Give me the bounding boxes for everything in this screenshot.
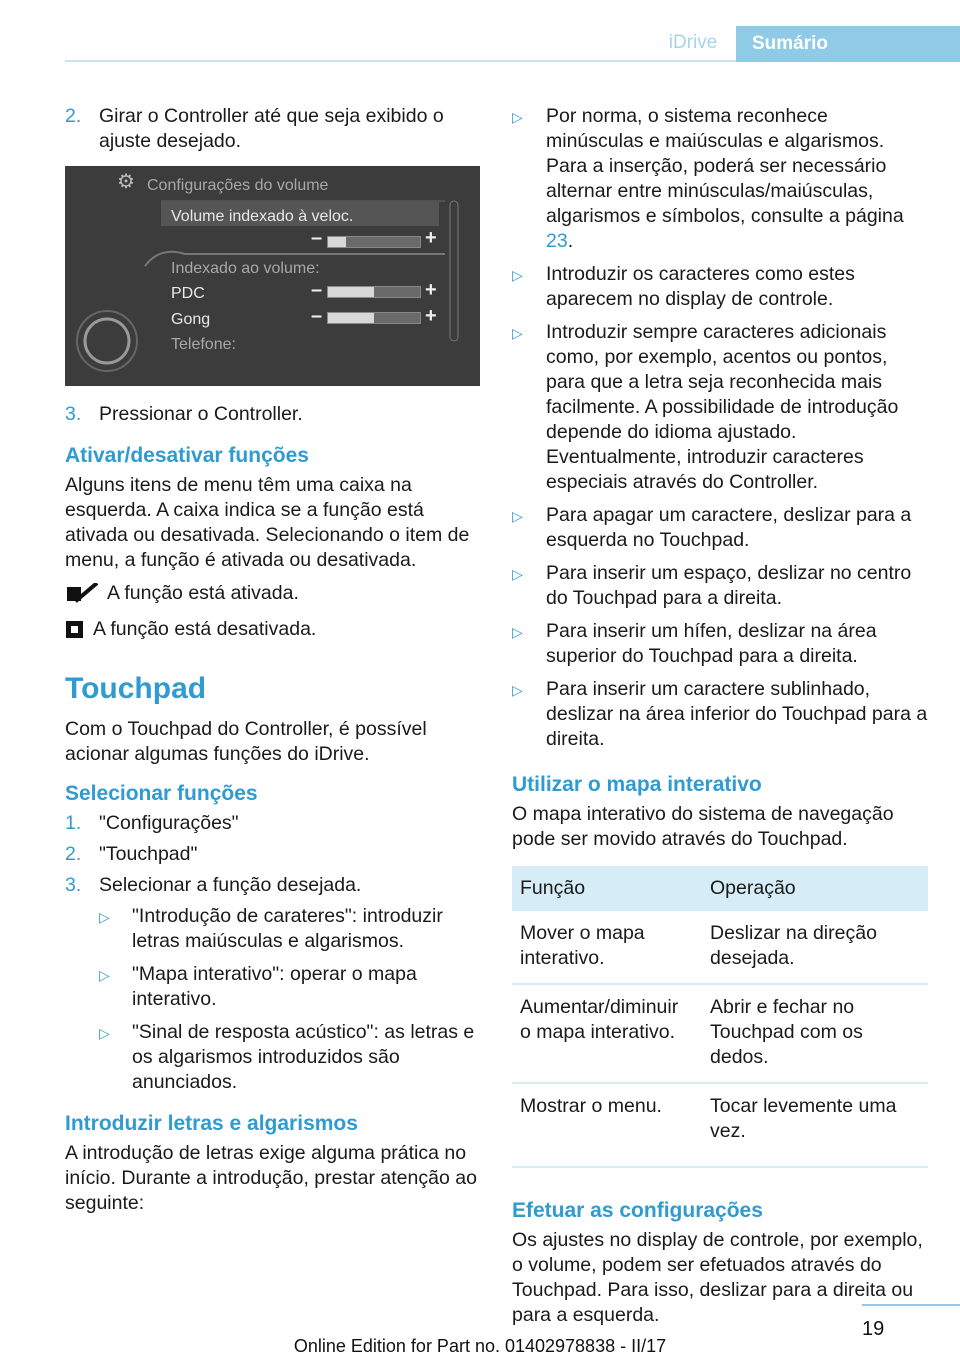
table-row <box>512 911 928 984</box>
header-section-link[interactable]: iDrive <box>668 32 718 53</box>
triangle-bullet-icon: ▷ <box>99 1025 110 1041</box>
input-tip-bullet <box>512 677 930 752</box>
paragraph-activate: Alguns itens de menu têm uma caixa na esquerda. A caixa indica se a função está ativada ou desativada. Selecionando o item de menu, a função é ativada ou desativada. <box>65 474 470 571</box>
paragraph-interactive-map: O mapa interativo do sistema de navegação pode ser movido através do Touchpad. <box>512 803 894 850</box>
step-text: Pressionar o Controller. <box>99 403 303 425</box>
paragraph-settings: Os ajustes no display de controle, por exemplo, o volume, podem ser efetuados através do Touchpad. Para isso, deslizar para a direita ou para a esquerda. <box>512 1229 923 1326</box>
heading-enter-letters: Introduzir letras e algarismos <box>65 1112 358 1135</box>
step-text: "Touchpad" <box>99 843 198 865</box>
triangle-bullet-icon: ▷ <box>512 325 523 341</box>
minus-icon: – <box>311 279 323 301</box>
table-header: Operação <box>702 866 928 911</box>
select-step <box>65 842 480 867</box>
triangle-bullet-icon: ▷ <box>512 682 523 698</box>
bullet-text: Introduzir os caracteres como estes aparecem no display de controle. <box>546 263 855 310</box>
paragraph-touchpad: Com o Touchpad do Controller, é possível acionar algumas funções do iDrive. <box>65 718 427 765</box>
triangle-bullet-icon: ▷ <box>512 267 523 283</box>
sub-bullet <box>99 904 480 954</box>
volume-speed-bar <box>327 236 421 248</box>
icon-legend-off <box>65 617 480 643</box>
screen-title: Configurações do volume <box>147 177 329 194</box>
sub-bullet-text: "Sinal de resposta acústico": as letras e os algarismos introduzidos são anunciados. <box>132 1021 475 1093</box>
bullet-text: Para inserir um espaço, deslizar no centro do Touchpad para a direita. <box>546 562 912 609</box>
screen-row-phone: Telefone: <box>171 336 236 353</box>
footer-rule <box>862 1304 960 1306</box>
screen-row-volume-speed: Volume indexado à veloc. <box>171 208 354 225</box>
table-cell: Mover o mapa interativo. <box>512 911 702 984</box>
step-text: Selecionar a função desejada. <box>99 874 362 896</box>
triangle-bullet-icon: ▷ <box>99 909 110 925</box>
bullet-text: Introduzir sempre caracteres adicionais como, por exemplo, acentos ou pontos, para que a letra seja reconhecida mais facilmente. A possibilidade de introdução depende do idioma ajustado. Eventualmente, introduzir caracteres especiais através do Controller. <box>546 321 899 493</box>
touchpad-gestures-table <box>512 866 928 1168</box>
step-number: 3. <box>65 874 82 896</box>
sub-bullet-text: "Mapa interativo": operar o mapa interativo. <box>132 963 417 1010</box>
step-number: 3. <box>65 403 82 425</box>
plus-icon: + <box>425 305 437 327</box>
screen-row-pdc: PDC <box>171 285 205 302</box>
sub-bullet <box>99 962 480 1012</box>
step-number: 2. <box>65 105 82 127</box>
checkbox-checked-icon <box>65 583 99 605</box>
table-header: Função <box>512 866 702 911</box>
step-3 <box>65 402 480 427</box>
heading-interactive-map: Utilizar o mapa interativo <box>512 773 762 796</box>
volume-settings-screenshot <box>65 166 480 386</box>
right-column <box>512 104 930 1336</box>
triangle-bullet-icon: ▷ <box>512 508 523 524</box>
select-step <box>65 873 480 898</box>
page-link[interactable]: 23 <box>546 230 568 252</box>
heading-settings: Efetuar as configurações <box>512 1199 763 1222</box>
input-tip-bullet <box>512 503 930 553</box>
heading-touchpad: Touchpad <box>65 672 207 705</box>
triangle-bullet-icon: ▷ <box>512 566 523 582</box>
triangle-bullet-icon: ▷ <box>512 109 523 125</box>
table-cell: Abrir e fechar no Touchpad com os dedos. <box>702 984 928 1083</box>
input-tip-bullet <box>512 262 930 312</box>
input-tip-bullet <box>512 561 930 611</box>
icon-legend-on <box>65 581 480 607</box>
icon-on-text: A função está ativada. <box>107 582 299 604</box>
bullet-text: Para inserir um hífen, deslizar na área superior do Touchpad para a direita. <box>546 620 877 667</box>
bullet-text: Por norma, o sistema reconhece minúsculas e maiúsculas e algarismos. Para a inserção, poderá ser necessário alternar entre minúsculas/maiúsculas, algarismos e símbolos, consulte a página <box>546 105 904 227</box>
input-tip-bullet <box>512 619 930 669</box>
table-cell: Aumentar/diminuir o mapa interativo. <box>512 984 702 1083</box>
table-cell: Tocar levemente uma vez. <box>702 1083 928 1167</box>
icon-off-text: A função está desativada. <box>93 618 317 640</box>
gong-bar <box>327 312 421 324</box>
triangle-bullet-icon: ▷ <box>512 624 523 640</box>
table-header-row <box>512 866 928 911</box>
bullet-text: Para inserir um caractere sublinhado, deslizar na área inferior do Touchpad para a direita. <box>546 678 928 750</box>
header-summary-tab[interactable]: Sumário <box>736 26 960 62</box>
step-text: "Configurações" <box>99 812 239 834</box>
bullet-text: Para apagar um caractere, deslizar para a esquerda no Touchpad. <box>546 504 912 551</box>
step-number: 1. <box>65 812 82 834</box>
sub-bullet-text: "Introdução de carateres": introduzir letras maiúsculas e algarismos. <box>132 905 443 952</box>
heading-select-functions: Selecionar funções <box>65 782 258 805</box>
minus-icon: – <box>311 305 323 327</box>
table-cell: Mostrar o menu. <box>512 1083 702 1167</box>
table-cell: Deslizar na direção desejada. <box>702 911 928 984</box>
plus-icon: + <box>425 227 437 249</box>
triangle-bullet-icon: ▷ <box>99 967 110 983</box>
table-row <box>512 1083 928 1167</box>
select-step <box>65 811 480 836</box>
step-2 <box>65 104 480 154</box>
checkbox-empty-icon <box>65 620 85 640</box>
minus-icon: – <box>311 227 323 249</box>
gear-icon: ⚙ <box>117 171 135 193</box>
left-column <box>65 104 480 1224</box>
step-text: Girar o Controller até que seja exibido o ajuste desejado. <box>99 105 444 152</box>
input-tip-bullet <box>512 320 930 495</box>
edition-footer: Online Edition for Part no. 01402978838 - II/17 <box>293 1336 667 1356</box>
screen-row-gong: Gong <box>171 311 211 328</box>
heading-activate: Ativar/desativar funções <box>65 444 309 467</box>
bullet-text-end: . <box>567 230 574 252</box>
step-number: 2. <box>65 843 82 865</box>
sub-bullet <box>99 1020 480 1095</box>
pdc-bar <box>327 286 421 298</box>
paragraph-enter-letters: A introdução de letras exige alguma prática no início. Durante a introdução, prestar atenção ao seguinte: <box>65 1142 477 1214</box>
page-number: 19 <box>862 1318 885 1340</box>
screen-row-indexed: Indexado ao volume: <box>171 260 320 277</box>
input-tip-bullet <box>512 104 930 254</box>
plus-icon: + <box>425 279 437 301</box>
table-row <box>512 984 928 1083</box>
